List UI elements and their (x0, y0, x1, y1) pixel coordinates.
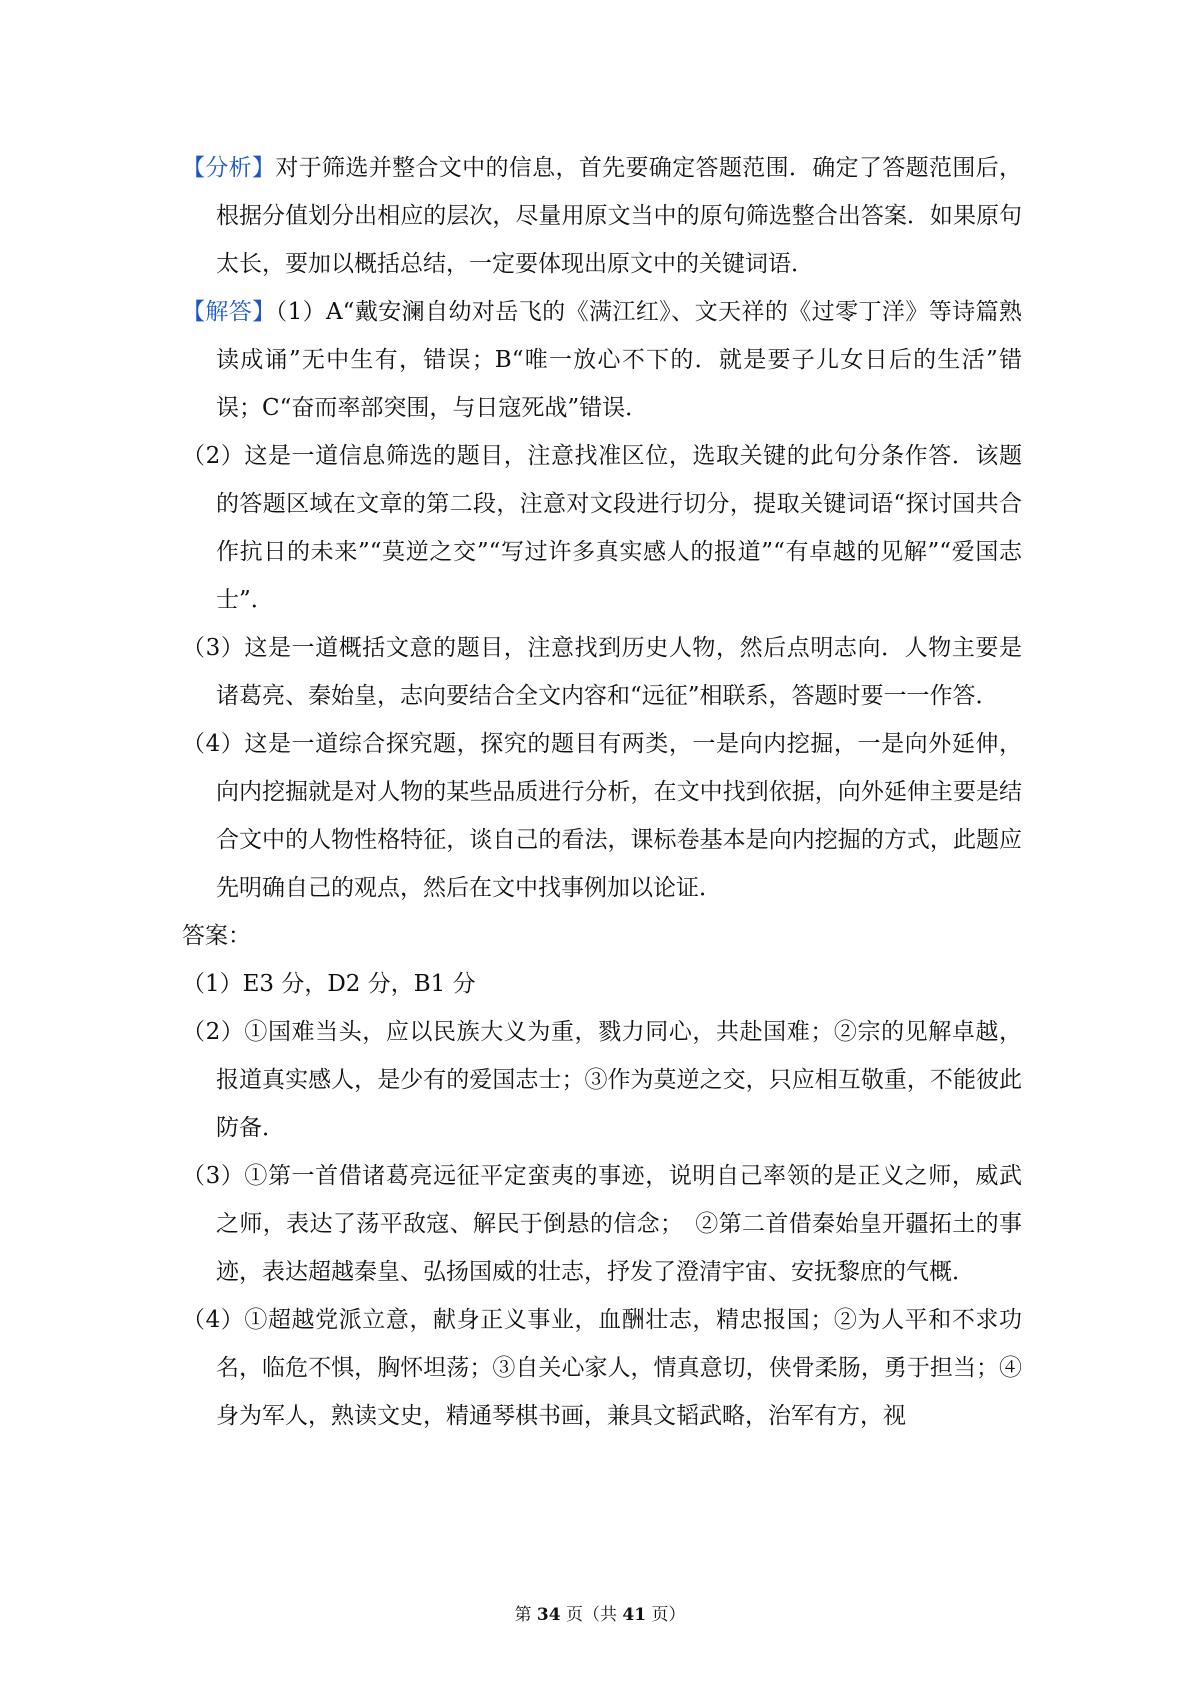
page-content (182, 144, 1022, 1440)
solution-item: （2）这是一道信息筛选的题目，注意找准区位，选取关键的此句分条作答．该题的答题区域在文章的第二段，注意对文段进行切分，提取关键词语“探讨国共合作抗日的未来”“莫逆之交”“写过许多真实感人的报道”“有卓越的见解”“爱国志士”． (182, 443, 1022, 613)
solution-item: （4）这是一道综合探究题，探究的题目有两类，一是向内挖掘，一是向外延伸，向内挖掘就是对人物的某些品质进行分析，在文中找到依据，向外延伸主要是结合文中的人物性格特征，谈自己的看法，课标卷基本是向内挖掘的方式，此题应先明确自己的观点，然后在文中找事例加以论证． (182, 731, 1022, 901)
analysis-tag: 【分析】 (182, 155, 276, 181)
footer-total-pages: 41 (622, 1605, 647, 1625)
footer-prefix: 第 (514, 1605, 537, 1625)
answer-item: （2）①国难当头，应以民族大义为重，戮力同心，共赴国难；②宗的见解卓越，报道真实感人，是少有的爱国志士；③作为莫逆之交，只应相互敬重，不能彼此防备． (182, 1019, 1022, 1141)
analysis-text: 对于筛选并整合文中的信息，首先要确定答题范围．确定了答题范围后，根据分值划分出相应的层次，尽量用原文当中的原句筛选整合出答案．如果原句太长，要加以概括总结，一定要体现出原文中的关键词语． (216, 155, 1023, 277)
answer-item: （4）①超越党派立意，献身正义事业，血酬壮志，精忠报国；②为人平和不求功名，临危不惧，胸怀坦荡；③自关心家人，情真意切，侠骨柔肠，勇于担当；④身为军人，熟读文史，精通琴棋书画，兼具文韬武略，治军有方，视 (182, 1307, 1022, 1429)
solution-text: （1）A“戴安澜自幼对岳飞的《满江红》、文天祥的《过零丁洋》等诗篇熟读成诵”无中生有，错误；B“唯一放心不下的．就是要子儿女日后的生活”错误；C“奋而率部突围，与日寇死战”错误． (216, 299, 1022, 421)
page-footer (0, 1600, 1200, 1625)
answer-item: （3）①第一首借诸葛亮远征平定蛮夷的事迹，说明自己率领的是正义之师，威武之师，表达了荡平敌寇、解民于倒悬的信念； ②第二首借秦始皇开疆拓土的事迹，表达超越秦皇、弘扬国威的壮志，抒发了澄清宇宙、安抚黎庶的气概． (182, 1163, 1022, 1285)
footer-page-number: 34 (536, 1605, 561, 1625)
solution-tag: 【解答】 (182, 299, 276, 325)
analysis-paragraph (182, 144, 1022, 288)
answer-label: 答案： (182, 923, 251, 949)
footer-suffix: 页） (646, 1605, 686, 1625)
answer-item: （1）E3 分，D2 分，B1 分 (182, 971, 476, 997)
footer-middle: 页（共 (560, 1605, 623, 1625)
solution-item: （3）这是一道概括文意的题目，注意找到历史人物，然后点明志向．人物主要是诸葛亮、秦始皇，志向要结合全文内容和“远征”相联系，答题时要一一作答． (182, 635, 1022, 709)
solution-paragraph (182, 288, 1022, 432)
